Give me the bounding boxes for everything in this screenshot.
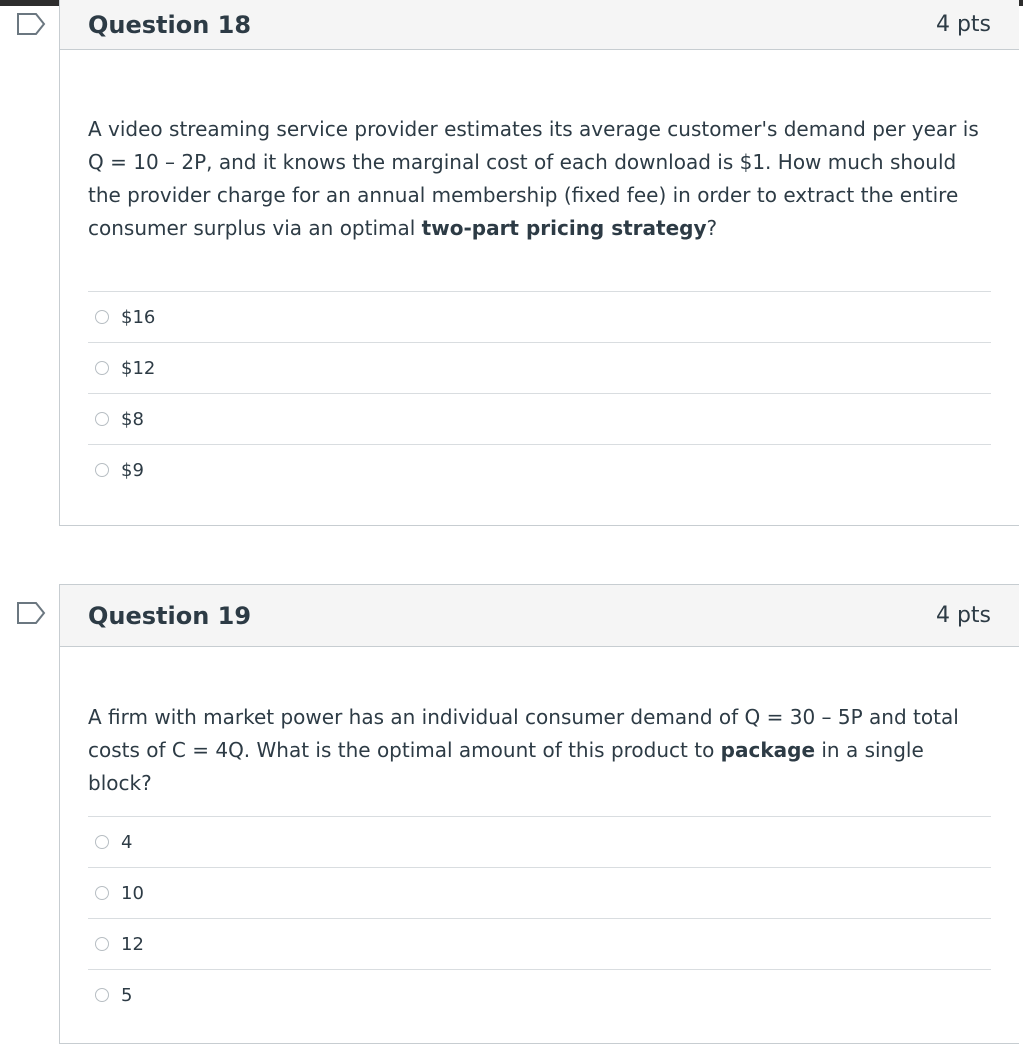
answer-label: $9: [121, 459, 144, 481]
question-18: [59, 0, 1019, 526]
answer-option[interactable]: [88, 816, 991, 867]
question-19: [59, 584, 1019, 1044]
radio-button[interactable]: [95, 361, 109, 375]
answer-label: $16: [121, 306, 156, 328]
flag-question-icon[interactable]: [16, 12, 46, 36]
question-header: [60, 585, 1019, 647]
question-emphasis: package: [720, 738, 816, 762]
question-text: A firm with market power has an individual consumer demand of Q = 30 – 5P and total costs of C = 4Q. What is the optimal amount of this product to package in a single block?: [88, 705, 959, 795]
answer-label: $8: [121, 408, 144, 430]
question-emphasis: two-part pricing strategy: [421, 216, 707, 240]
question-text: A video streaming service provider estimates its average customer's demand per year is Q = 10 – 2P, and it knows the marginal cost of each download is $1. How much should the provider charge for an annual membership (fixed fee) in order to extract the entire consumer surplus via an optimal two-part pricing strategy?: [88, 117, 979, 240]
radio-button[interactable]: [95, 310, 109, 324]
radio-button[interactable]: [95, 412, 109, 426]
answer-label: 5: [121, 984, 133, 1006]
answer-option[interactable]: [88, 918, 991, 969]
answer-list: [88, 816, 991, 1020]
answer-label: $12: [121, 357, 156, 379]
answer-option[interactable]: [88, 342, 991, 393]
answer-option[interactable]: [88, 867, 991, 918]
answer-label: 4: [121, 831, 133, 853]
question-header: [60, 0, 1019, 50]
flag-question-icon[interactable]: [16, 601, 46, 625]
radio-button[interactable]: [95, 463, 109, 477]
radio-button[interactable]: [95, 835, 109, 849]
answer-option[interactable]: [88, 393, 991, 444]
answer-option[interactable]: [88, 969, 991, 1020]
question-points: 4 pts: [935, 12, 991, 37]
question-points: 4 pts: [935, 603, 991, 628]
answer-label: 12: [121, 933, 144, 955]
answer-label: 10: [121, 882, 144, 904]
radio-button[interactable]: [95, 988, 109, 1002]
answer-option[interactable]: [88, 444, 991, 495]
radio-button[interactable]: [95, 886, 109, 900]
question-title: Question 18: [88, 10, 252, 39]
question-title: Question 19: [88, 601, 252, 630]
answer-option[interactable]: [88, 291, 991, 342]
radio-button[interactable]: [95, 937, 109, 951]
answer-list: [88, 291, 991, 495]
